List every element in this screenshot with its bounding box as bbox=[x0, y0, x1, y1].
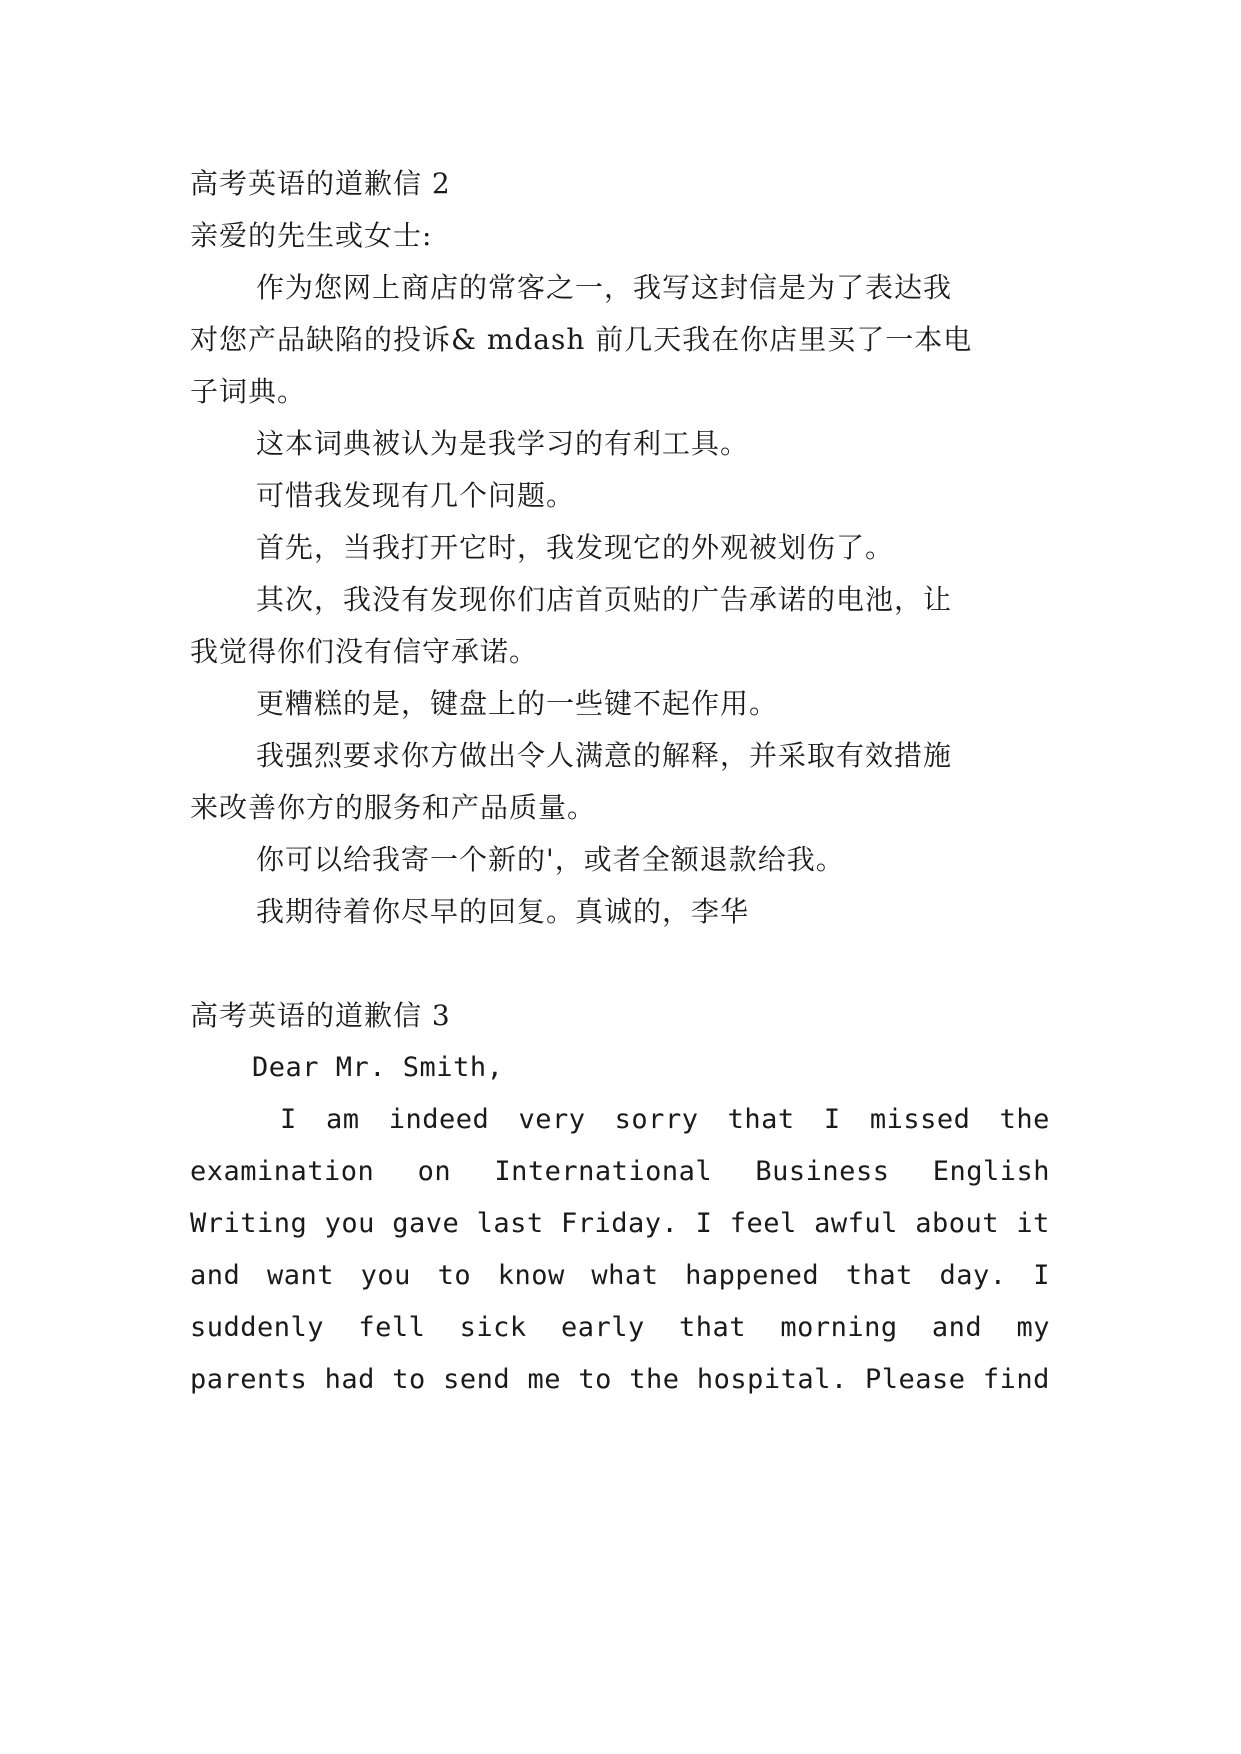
word: awful bbox=[814, 1208, 898, 1239]
section-3-line bbox=[190, 1152, 1050, 1192]
word: very bbox=[518, 1104, 586, 1135]
word: indeed bbox=[388, 1104, 490, 1135]
word: that bbox=[679, 1312, 747, 1343]
section-2-line: 我期待着你尽早的回复。真诚的，李华 bbox=[256, 895, 750, 928]
word: that bbox=[727, 1104, 795, 1135]
word: am bbox=[325, 1104, 360, 1135]
word: know bbox=[497, 1260, 565, 1291]
section-2-line: 更糟糕的是，键盘上的一些键不起作用。 bbox=[256, 687, 779, 720]
word: send bbox=[443, 1364, 511, 1395]
word: sorry bbox=[614, 1104, 699, 1135]
section-2-line: 首先，当我打开它时，我发现它的外观被划伤了。 bbox=[256, 531, 895, 564]
section-3-salutation: Dear Mr. Smith, bbox=[252, 1052, 504, 1083]
word: want bbox=[266, 1260, 334, 1291]
word: to bbox=[392, 1364, 426, 1395]
word: Writing bbox=[190, 1208, 308, 1239]
word: fell bbox=[358, 1312, 426, 1343]
word: find bbox=[982, 1364, 1050, 1395]
section-3-line bbox=[190, 1256, 1050, 1296]
word: on bbox=[417, 1156, 452, 1187]
word: Please bbox=[865, 1364, 966, 1395]
section-3-line bbox=[190, 1204, 1050, 1244]
word: parents bbox=[190, 1364, 308, 1395]
section-2-line: 来改善你方的服务和产品质量。 bbox=[190, 791, 597, 824]
word: gave bbox=[392, 1208, 460, 1239]
word: you bbox=[324, 1208, 375, 1239]
word: happened bbox=[685, 1260, 820, 1291]
word: day. bbox=[939, 1260, 1007, 1291]
word: that bbox=[845, 1260, 913, 1291]
word: I bbox=[280, 1104, 297, 1135]
word: you bbox=[360, 1260, 411, 1291]
section-3-title: 高考英语的道歉信 3 bbox=[190, 999, 451, 1032]
word: I bbox=[823, 1104, 841, 1135]
word: it bbox=[1016, 1208, 1050, 1239]
word: early bbox=[560, 1312, 645, 1343]
word: the bbox=[999, 1104, 1050, 1135]
section-2-line: 作为您网上商店的常客之一，我写这封信是为了表达我 bbox=[256, 271, 953, 304]
section-2-salutation: 亲爱的先生或女士: bbox=[190, 219, 433, 252]
section-2-line: 对您产品缺陷的投诉& mdash 前几天我在你店里买了一本电 bbox=[190, 323, 973, 356]
section-2-line: 子词典。 bbox=[190, 375, 307, 408]
section-3-line bbox=[190, 1308, 1050, 1348]
section-3-line bbox=[190, 1360, 1050, 1400]
word: International bbox=[494, 1156, 713, 1187]
word: I bbox=[695, 1208, 713, 1239]
section-2-line: 其次，我没有发现你们店首页贴的广告承诺的电池，让 bbox=[256, 583, 953, 616]
word: to bbox=[578, 1364, 612, 1395]
word: suddenly bbox=[190, 1312, 325, 1343]
section-2-line: 可惜我发现有几个问题。 bbox=[256, 479, 576, 512]
section-3-line bbox=[280, 1100, 1050, 1140]
section-2-title: 高考英语的道歉信 2 bbox=[190, 167, 451, 200]
word: and bbox=[931, 1312, 983, 1343]
word: my bbox=[1016, 1312, 1050, 1343]
word: last bbox=[476, 1208, 544, 1239]
word: examination bbox=[190, 1156, 375, 1187]
word: Business bbox=[755, 1156, 890, 1187]
word: about bbox=[915, 1208, 1000, 1239]
word: me bbox=[527, 1364, 562, 1395]
word: to bbox=[437, 1260, 472, 1291]
word: had bbox=[324, 1364, 375, 1395]
word: I bbox=[1033, 1260, 1050, 1291]
word: the bbox=[629, 1364, 680, 1395]
section-2-line: 这本词典被认为是我学习的有利工具。 bbox=[256, 427, 750, 460]
word: Friday. bbox=[561, 1208, 679, 1239]
word: what bbox=[591, 1260, 659, 1291]
word: missed bbox=[869, 1104, 971, 1135]
section-2-line: 我强烈要求你方做出令人满意的解释，并采取有效措施 bbox=[256, 739, 953, 772]
word: English bbox=[932, 1156, 1050, 1187]
word: sick bbox=[459, 1312, 527, 1343]
word: and bbox=[190, 1260, 241, 1291]
word: hospital. bbox=[696, 1364, 848, 1395]
word: morning bbox=[780, 1312, 898, 1343]
section-2-line: 我觉得你们没有信守承诺。 bbox=[190, 635, 539, 668]
section-2-line: 你可以给我寄一个新的'，或者全额退款给我。 bbox=[256, 843, 845, 876]
word: feel bbox=[729, 1208, 797, 1239]
